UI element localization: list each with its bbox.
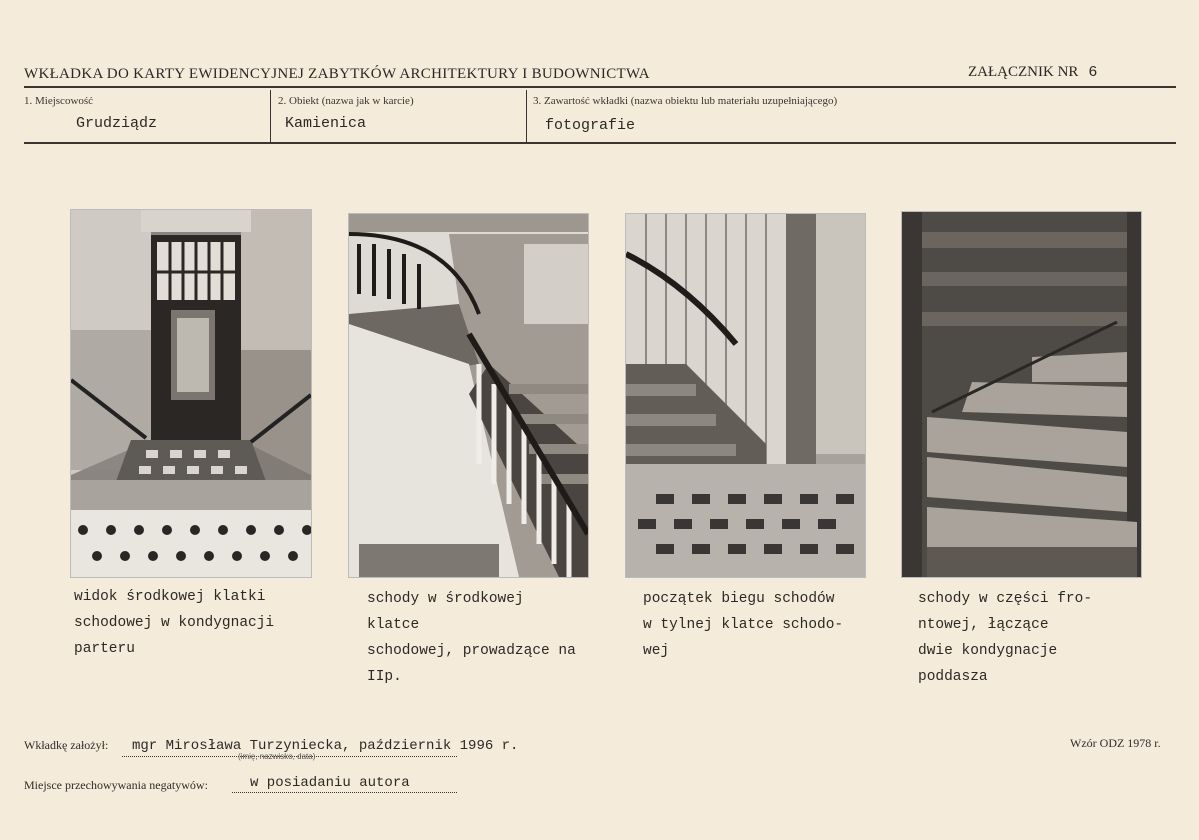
caption-photo-2: schody w środkowej klatce schodowej, prowadzące na IIp. [367,591,576,685]
storage-value: w posiadaniu autora [250,775,410,791]
founder-label: Wkładkę założył: [24,738,109,752]
founder-hint: (imię, nazwisko, data) [238,752,316,761]
object-value: Kamienica [285,115,367,132]
photo-back-staircase-image [626,214,865,577]
template-note: Wzór ODZ 1978 r. [1070,736,1161,750]
storage-dotline [232,792,457,793]
photo-central-staircase [349,214,588,577]
photo-central-staircase-image [349,214,588,577]
content-value: fotografie [545,117,636,134]
object-label: 2. Obiekt (nazwa jak w karcie) [278,95,414,107]
content-label: 3. Zawartość wkładki (nazwa obiektu lub materiału uzupełniającego) [533,95,838,107]
card-title: WKŁADKA DO KARTY EWIDENCYJNEJ ZABYTKÓW ARCHITEKTURY I BUDOWNICTWA [24,66,650,82]
annex-number: 6 [1088,64,1098,81]
caption-photo-1: widok środkowej klatki schodowej w kondygnacji parteru [74,589,275,657]
locality-label: 1. Miejscowość [24,95,94,107]
photo-attic-staircase [902,212,1141,577]
field-divider-1 [270,90,271,142]
annex-label [968,64,1097,81]
photo-entrance-hall [71,210,311,577]
field-divider-2 [526,90,527,142]
caption-photo-3: początek biegu schodów w tylnej klatce schodo- wej [643,591,844,659]
annex-text: ZAŁĄCZNIK NR [968,64,1079,80]
header-rule [24,86,1176,88]
photo-back-staircase [626,214,865,577]
photo-attic-staircase-image [902,212,1141,577]
storage-label: Miejsce przechowywania negatywów: [24,778,208,792]
caption-photo-4: schody w części fro- ntowej, łączące dwie kondygnacje poddasza [918,591,1093,685]
photo-entrance-hall-image [71,210,311,577]
locality-value: Grudziądz [76,115,158,132]
founder-value: mgr Mirosława Turzyniecka, październik 1996 r. [132,738,519,754]
field-rule [24,142,1176,144]
